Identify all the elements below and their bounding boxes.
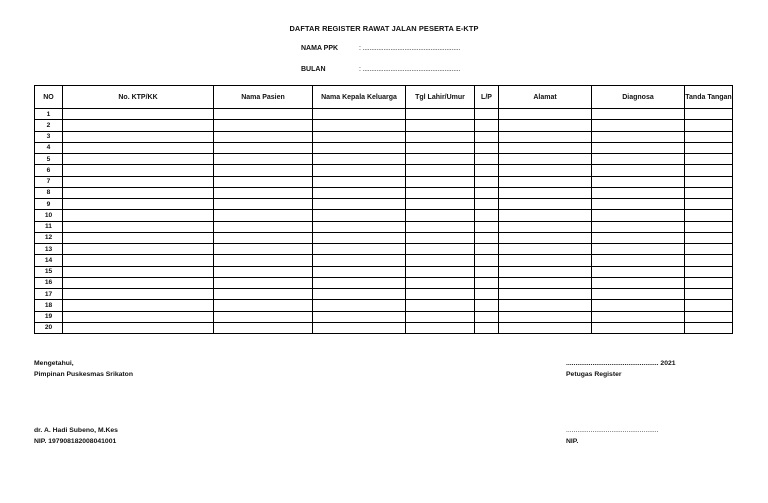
row-number: 18	[35, 300, 63, 311]
table-cell	[406, 300, 475, 311]
table-cell	[499, 244, 592, 255]
col-header-diagnosa: Diagnosa	[592, 86, 685, 109]
table-cell	[406, 176, 475, 187]
table-cell	[313, 277, 406, 288]
table-row	[35, 131, 733, 142]
table-cell	[592, 232, 685, 243]
table-cell	[499, 277, 592, 288]
table-row	[35, 142, 733, 153]
table-cell	[406, 232, 475, 243]
table-cell	[592, 300, 685, 311]
col-header-kepala-keluarga: Nama Kepala Keluarga	[313, 86, 406, 109]
table-cell	[475, 289, 499, 300]
table-cell	[313, 255, 406, 266]
table-cell	[63, 300, 214, 311]
table-cell	[499, 300, 592, 311]
table-cell	[406, 311, 475, 322]
table-row	[35, 187, 733, 198]
table-cell	[475, 120, 499, 131]
table-cell	[685, 232, 733, 243]
table-row	[35, 221, 733, 232]
table-cell	[63, 131, 214, 142]
table-cell	[63, 142, 214, 153]
table-cell	[63, 109, 214, 120]
table-cell	[214, 311, 313, 322]
row-number: 12	[35, 232, 63, 243]
table-cell	[475, 244, 499, 255]
table-cell	[214, 142, 313, 153]
table-cell	[214, 176, 313, 187]
table-cell	[313, 266, 406, 277]
table-cell	[499, 199, 592, 210]
table-row	[35, 232, 733, 243]
row-number: 17	[35, 289, 63, 300]
table-cell	[499, 120, 592, 131]
table-cell	[685, 322, 733, 333]
row-number: 11	[35, 221, 63, 232]
table-cell	[475, 109, 499, 120]
table-cell	[592, 255, 685, 266]
table-cell	[475, 165, 499, 176]
table-cell	[499, 311, 592, 322]
register-table	[34, 85, 733, 334]
col-header-tanda-tangan: Tanda Tangan	[685, 86, 733, 109]
table-cell	[685, 300, 733, 311]
table-cell	[313, 131, 406, 142]
row-number: 7	[35, 176, 63, 187]
table-row	[35, 277, 733, 288]
table-cell	[685, 120, 733, 131]
footer-mengetahui: Mengetahui,	[34, 360, 74, 367]
table-cell	[592, 277, 685, 288]
row-number: 16	[35, 277, 63, 288]
table-cell	[499, 187, 592, 198]
table-cell	[499, 221, 592, 232]
table-cell	[685, 199, 733, 210]
table-cell	[592, 311, 685, 322]
table-cell	[592, 244, 685, 255]
table-cell	[63, 255, 214, 266]
table-cell	[63, 232, 214, 243]
row-number: 15	[35, 266, 63, 277]
table-cell	[475, 142, 499, 153]
table-cell	[214, 266, 313, 277]
table-cell	[313, 300, 406, 311]
table-cell	[499, 176, 592, 187]
table-row	[35, 289, 733, 300]
table-cell	[475, 311, 499, 322]
row-number: 13	[35, 244, 63, 255]
footer-signer-nip: NIP. 197908182008041001	[34, 438, 117, 445]
col-header-tgl-lahir: Tgl Lahir/Umur	[406, 86, 475, 109]
row-number: 2	[35, 120, 63, 131]
table-cell	[475, 221, 499, 232]
table-cell	[63, 266, 214, 277]
table-cell	[313, 210, 406, 221]
table-cell	[592, 109, 685, 120]
table-cell	[685, 131, 733, 142]
footer-petugas-nip: NIP.	[566, 438, 579, 445]
footer-signer-name: dr. A. Hadi Subeno, M.Kes	[34, 427, 118, 434]
table-cell	[313, 120, 406, 131]
table-cell	[63, 176, 214, 187]
table-cell	[499, 131, 592, 142]
table-row	[35, 154, 733, 165]
table-cell	[214, 244, 313, 255]
table-cell	[685, 289, 733, 300]
table-cell	[499, 154, 592, 165]
table-cell	[63, 187, 214, 198]
table-cell	[63, 120, 214, 131]
table-cell	[685, 210, 733, 221]
table-cell	[592, 131, 685, 142]
table-cell	[592, 289, 685, 300]
table-cell	[214, 154, 313, 165]
table-cell	[499, 289, 592, 300]
table-row	[35, 210, 733, 221]
row-number: 9	[35, 199, 63, 210]
table-cell	[499, 109, 592, 120]
table-row	[35, 176, 733, 187]
table-cell	[685, 142, 733, 153]
table-cell	[214, 210, 313, 221]
table-row	[35, 266, 733, 277]
table-cell	[475, 199, 499, 210]
table-cell	[406, 154, 475, 165]
table-cell	[475, 255, 499, 266]
table-cell	[592, 142, 685, 153]
table-cell	[499, 142, 592, 153]
table-cell	[475, 187, 499, 198]
table-cell	[214, 187, 313, 198]
table-cell	[499, 232, 592, 243]
table-cell	[592, 199, 685, 210]
footer-petugas: Petugas Register	[566, 371, 622, 378]
table-cell	[214, 300, 313, 311]
col-header-no: NO	[35, 86, 63, 109]
table-row	[35, 199, 733, 210]
table-cell	[214, 109, 313, 120]
row-number: 10	[35, 210, 63, 221]
row-number: 20	[35, 322, 63, 333]
table-cell	[685, 187, 733, 198]
table-cell	[63, 221, 214, 232]
table-cell	[499, 322, 592, 333]
table-cell	[63, 277, 214, 288]
table-cell	[592, 165, 685, 176]
table-cell	[406, 131, 475, 142]
table-row	[35, 255, 733, 266]
row-number: 6	[35, 165, 63, 176]
table-cell	[406, 255, 475, 266]
table-cell	[406, 165, 475, 176]
table-cell	[214, 221, 313, 232]
table-cell	[685, 266, 733, 277]
table-cell	[406, 244, 475, 255]
table-cell	[499, 255, 592, 266]
table-cell	[406, 322, 475, 333]
row-number: 19	[35, 311, 63, 322]
table-row	[35, 244, 733, 255]
footer-pimpinan: Pimpinan Puskesmas Srikaton	[34, 371, 133, 378]
table-cell	[499, 266, 592, 277]
table-cell	[214, 232, 313, 243]
table-cell	[214, 131, 313, 142]
table-cell	[63, 210, 214, 221]
table-cell	[214, 255, 313, 266]
meta-label: BULAN	[301, 66, 326, 73]
col-header-ktp: No. KTP/KK	[63, 86, 214, 109]
table-cell	[313, 322, 406, 333]
table-cell	[685, 277, 733, 288]
table-cell	[406, 277, 475, 288]
table-cell	[406, 142, 475, 153]
table-cell	[313, 165, 406, 176]
table-cell	[592, 176, 685, 187]
table-cell	[313, 142, 406, 153]
table-cell	[406, 266, 475, 277]
table-cell	[214, 165, 313, 176]
table-cell	[313, 311, 406, 322]
row-number: 3	[35, 131, 63, 142]
table-row	[35, 109, 733, 120]
row-number: 14	[35, 255, 63, 266]
table-cell	[475, 131, 499, 142]
table-cell	[313, 221, 406, 232]
footer-date-line: ................................................. 2021	[566, 360, 676, 367]
table-cell	[63, 311, 214, 322]
table-row	[35, 311, 733, 322]
table-cell	[592, 210, 685, 221]
table-cell	[313, 154, 406, 165]
meta-label: NAMA PPK	[301, 45, 339, 52]
table-cell	[63, 199, 214, 210]
table-cell	[313, 244, 406, 255]
table-cell	[406, 187, 475, 198]
table-cell	[475, 232, 499, 243]
table-cell	[499, 210, 592, 221]
table-row	[35, 322, 733, 333]
table-row	[35, 120, 733, 131]
table-cell	[475, 266, 499, 277]
table-cell	[313, 232, 406, 243]
row-number: 8	[35, 187, 63, 198]
table-cell	[685, 311, 733, 322]
col-header-lp: L/P	[475, 86, 499, 109]
row-number: 4	[35, 142, 63, 153]
table-cell	[214, 289, 313, 300]
meta-value: : ........................................................	[359, 66, 461, 73]
table-row	[35, 165, 733, 176]
footer-right-approval	[566, 358, 676, 380]
table-cell	[214, 120, 313, 131]
table-cell	[592, 120, 685, 131]
row-number: 1	[35, 109, 63, 120]
footer-left-approval	[34, 358, 133, 380]
table-cell	[685, 109, 733, 120]
table-cell	[592, 187, 685, 198]
table-cell	[406, 199, 475, 210]
table-cell	[685, 176, 733, 187]
meta-nama-ppk	[301, 45, 460, 52]
table-cell	[406, 210, 475, 221]
footer-left-signature	[34, 425, 118, 447]
table-cell	[63, 244, 214, 255]
table-cell	[406, 109, 475, 120]
table-cell	[406, 120, 475, 131]
table-cell	[475, 300, 499, 311]
table-cell	[63, 289, 214, 300]
table-cell	[499, 165, 592, 176]
table-cell	[214, 277, 313, 288]
row-number: 5	[35, 154, 63, 165]
table-cell	[63, 154, 214, 165]
table-cell	[313, 289, 406, 300]
table-cell	[685, 255, 733, 266]
document-title: DAFTAR REGISTER RAWAT JALAN PESERTA E-KTP	[289, 24, 479, 33]
table-cell	[592, 266, 685, 277]
table-cell	[63, 165, 214, 176]
table-cell	[214, 199, 313, 210]
meta-value: : ........................................................	[359, 45, 461, 52]
footer-petugas-name-line: .................................................	[566, 427, 659, 434]
table-cell	[592, 154, 685, 165]
table-cell	[685, 221, 733, 232]
table-cell	[406, 221, 475, 232]
table-cell	[685, 244, 733, 255]
table-row	[35, 300, 733, 311]
table-cell	[313, 109, 406, 120]
table-cell	[214, 322, 313, 333]
table-cell	[475, 176, 499, 187]
table-cell	[475, 154, 499, 165]
footer-right-signature	[566, 425, 659, 447]
table-cell	[313, 199, 406, 210]
table-cell	[63, 322, 214, 333]
table-cell	[592, 322, 685, 333]
table-cell	[592, 221, 685, 232]
table-header-row	[35, 86, 733, 109]
table-cell	[313, 187, 406, 198]
table-cell	[685, 154, 733, 165]
table-cell	[475, 210, 499, 221]
table-cell	[685, 165, 733, 176]
col-header-alamat: Alamat	[499, 86, 592, 109]
meta-bulan	[301, 66, 460, 73]
table-cell	[475, 277, 499, 288]
table-cell	[475, 322, 499, 333]
col-header-nama-pasien: Nama Pasien	[214, 86, 313, 109]
table-cell	[313, 176, 406, 187]
table-cell	[406, 289, 475, 300]
